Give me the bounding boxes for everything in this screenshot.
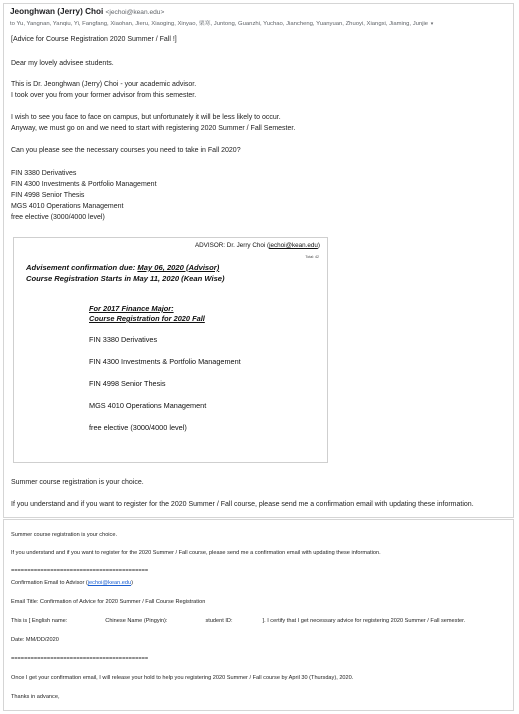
advisor-email-link[interactable]: jechoi@kean.edu (87, 580, 132, 586)
major-subheading: Course Registration for 2020 Fall (89, 314, 205, 323)
major-heading: For 2017 Finance Major: (89, 304, 174, 313)
advised-course: FIN 4998 Senior Thesis (89, 379, 166, 388)
advised-course: free elective (3000/4000 level) (89, 423, 187, 432)
advised-course: FIN 4300 Investments & Portfolio Management (89, 357, 241, 366)
email-subject-line: [Advice for Course Registration 2020 Summer / Fall !] (11, 36, 177, 43)
advisor-header: ADVISOR: Dr. Jerry Choi (jechoi@kean.edu) (194, 242, 320, 249)
course-item: FIN 4300 Investments & Portfolio Management (11, 181, 157, 188)
course-item: FIN 3380 Derivatives (11, 170, 77, 177)
body-text: Can you please see the necessary courses you need to take in Fall 2020? (11, 147, 241, 154)
body-text: I took over you from your former advisor from this semester. (11, 92, 197, 99)
email-title: Email Title: Confirmation of Advice for 2020 Summer / Fall Course Registration (11, 599, 206, 605)
body-text: This is Dr. Jeonghwan (Jerry) Choi - your academic advisor. (11, 81, 197, 88)
note-text: Summer course registration is your choice. (11, 532, 118, 538)
separator: ========================================== (11, 656, 149, 662)
triangle-down-icon[interactable]: ▾ (430, 21, 434, 27)
sender-email: <jechoi@kean.edu> (105, 9, 165, 16)
recipients-text: to Yu, Yangnan, Yanqiu, Yi, Fangfang, Xiaohan, Jieru, Xiaoging, Xinyao, 栗寒, Juntong, Guanzhi, Yuchao, Jiancheng, Yuanyuan, Zhuoyi, Xiangxi, Jiaming, Junjie (10, 21, 429, 27)
chinese-name-label: Chinese Name (Pingyin): (105, 618, 168, 624)
confirmation-template (3, 519, 514, 711)
advisement-image (13, 237, 328, 463)
body-text: If you understand and if you want to register for the 2020 Summer / Fall course, please send me a confirmation email with updating these information. (11, 501, 474, 508)
registration-start: Course Registration Starts in May 11, 2020 (Kean Wise) (26, 274, 225, 283)
body-text: Summer course registration is your choice. (11, 479, 144, 486)
note-text: If you understand and if you want to register for the 2020 Summer / Fall course, please send me a confirmation email with updating these information. (11, 550, 381, 556)
course-item: free elective (3000/4000 level) (11, 214, 105, 221)
course-item: FIN 4998 Senior Thesis (11, 192, 85, 199)
advisor-email: jechoi@kean.edu (269, 242, 318, 249)
sign-off: Thanks in advance, (11, 694, 60, 700)
body-text: Anyway, we must go on and we need to start with registering 2020 Summer / Fall Semester. (11, 125, 296, 132)
body-text: I wish to see you face to face on campus, but unfortunately it will be less likely to occur. (11, 114, 281, 121)
note-text: Once I get your confirmation email, I will release your hold to help you registering 2020 Summer / Fall course by April 30 (Thursday), 2020. (11, 675, 354, 681)
email-message (3, 3, 514, 518)
fill-in-line (11, 618, 465, 624)
greeting: Dear my lovely advisee students. (11, 60, 114, 67)
english-name-label: This is [ English name: (11, 618, 68, 624)
certify-text: ]. I certify that I get necessary advice for registering 2020 Summer / Fall semester. (262, 618, 466, 624)
recipients-line[interactable] (10, 18, 510, 27)
advised-course: FIN 3380 Derivatives (89, 335, 158, 344)
advised-course: MGS 4010 Operations Management (89, 401, 207, 410)
date-line: Date: MM/DD/2020 (11, 637, 59, 643)
due-date: May 06, 2020 (Advisor) (137, 263, 220, 272)
course-item: MGS 4010 Operations Management (11, 203, 124, 210)
advisement-due: Advisement confirmation due: May 06, 2020 (Advisor) (26, 263, 220, 272)
sender-name[interactable]: Jeonghwan (Jerry) Choi (10, 7, 104, 16)
confirm-email-line: Confirmation Email to Advisor (jechoi@kean.edu) (11, 580, 133, 586)
student-id-label: student ID: (205, 618, 233, 624)
separator: ========================================== (11, 568, 149, 574)
sender-line (10, 7, 164, 16)
total-count: Total: 42 (305, 255, 319, 259)
